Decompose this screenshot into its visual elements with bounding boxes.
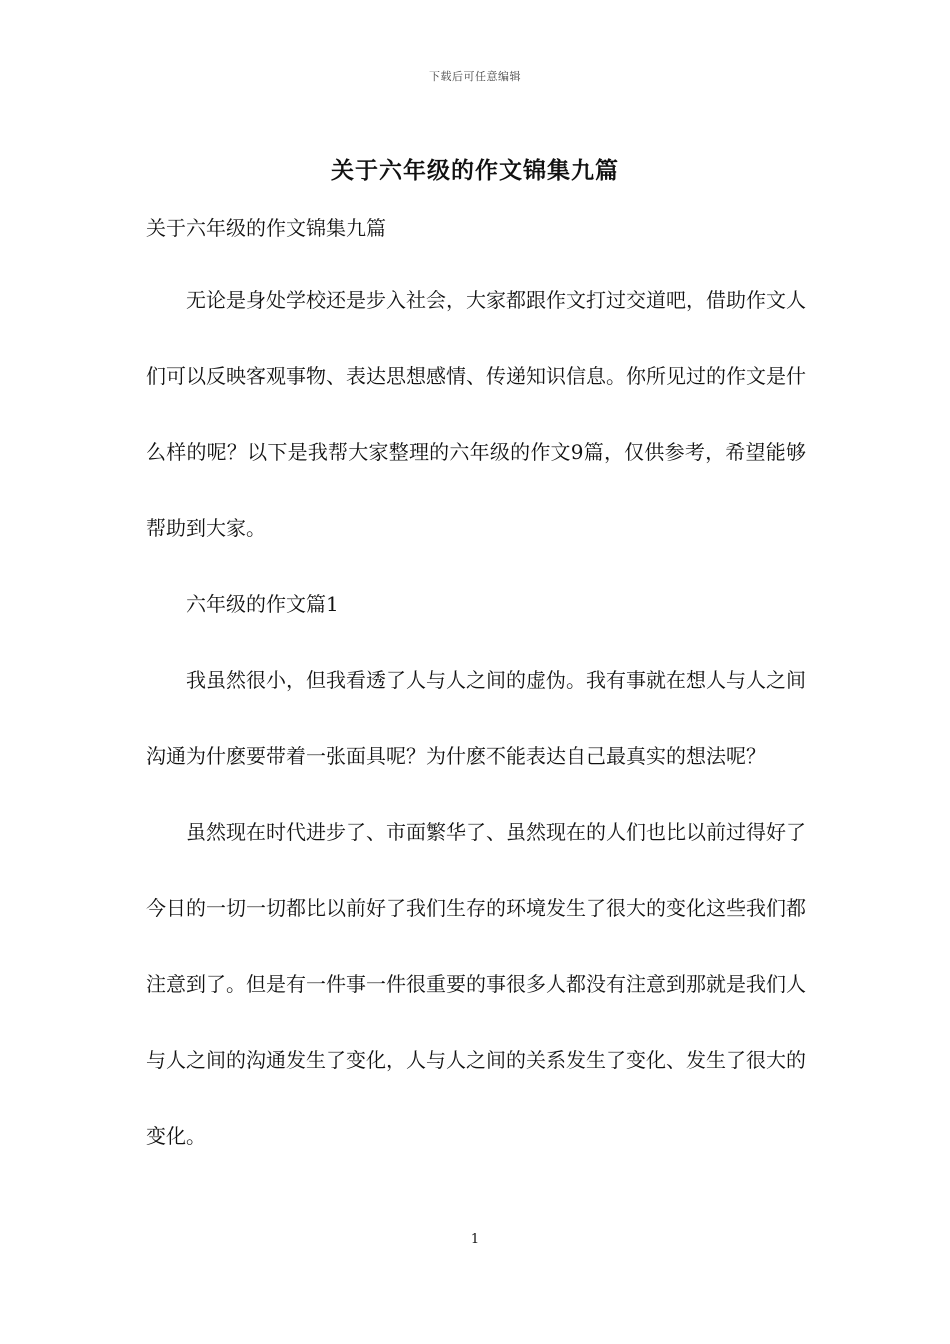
- section-heading: 六年级的作文篇1: [186, 592, 339, 616]
- paragraph: 虽然现在时代进步了、市面繁华了、虽然现在的人们也比以前过得好了今日的一切一切都比以前好了我们生存的环境发生了很大的变化这些我们都注意到了。但是有一件事一件很重要的事很多人都没有注意到那就是我们人与人之间的沟通发生了变化，人与人之间的关系发生了变化、发生了很大的变化。: [146, 820, 806, 1148]
- header-note: 下载后可任意编辑: [429, 70, 521, 83]
- page-number: 1: [470, 1232, 480, 1247]
- document-body: [146, 262, 806, 1174]
- document-subtitle: 关于六年级的作文锦集九篇: [146, 216, 386, 240]
- document-title: 关于六年级的作文锦集九篇: [331, 158, 619, 184]
- paragraph-intro: 无论是身处学校还是步入社会，大家都跟作文打过交道吧，借助作文人们可以反映客观事物、表达思想感情、传递知识信息。你所见过的作文是什么样的呢？以下是我帮大家整理的六年级的作文9篇，仅供参考，希望能够帮助到大家。: [146, 288, 806, 540]
- paragraph: 我虽然很小，但我看透了人与人之间的虚伪。我有事就在想人与人之间沟通为什麽要带着一张面具呢？为什麽不能表达自己最真实的想法呢？: [146, 668, 806, 768]
